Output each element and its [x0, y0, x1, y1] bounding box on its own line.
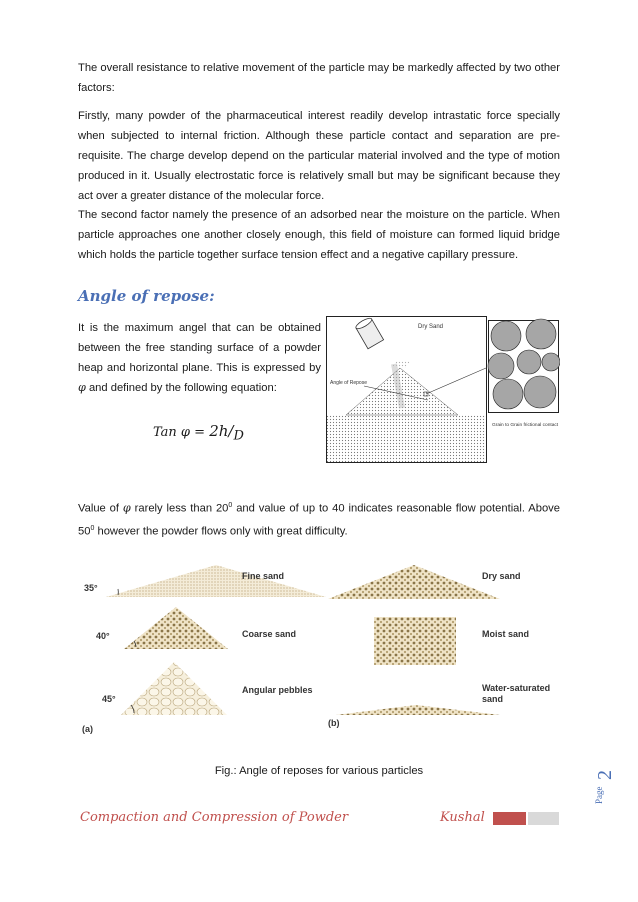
fine-sand-pile [106, 565, 326, 597]
panel-b-label: (b) [328, 718, 340, 728]
angular-pebbles-pile [121, 662, 227, 715]
particle-repose-figure [76, 557, 576, 737]
moist-sand-block [374, 617, 456, 665]
grain-contact-label: Grain to Grain frictional contact [492, 423, 559, 428]
repose-text-1: It is the maximum angel that can be obtained between the free standing surface of a powder heap and horizontal plane. This is expressed by [78, 322, 321, 374]
phi-symbol: φ [78, 381, 86, 394]
footer-title: Compaction and Compression of Powder [80, 810, 349, 825]
equation-numerator: 2h [209, 422, 229, 440]
angle-35-label: 35° [84, 583, 98, 593]
repose-value-paragraph [78, 496, 560, 541]
water-saturated-sand-pile [336, 705, 500, 715]
repose-equation [153, 422, 244, 444]
panel-a-label: (a) [82, 724, 93, 734]
ground-layer [327, 415, 486, 462]
equation-denominator: D [233, 428, 244, 444]
paragraph-intro: The overall resistance to relative movement of the particle may be markedly affected by two other factors: [78, 62, 560, 94]
coarse-sand-pile [124, 607, 228, 649]
value-text-3: and value of up to 40 indicates reasonable flow potential. Above 50 [78, 502, 560, 538]
footer-accent-bar [493, 812, 526, 825]
repose-definition [78, 318, 321, 398]
angle-40-label: 40° [96, 631, 110, 641]
angle-45-label: 45° [102, 694, 116, 704]
angular-pebbles-label: Angular pebbles [242, 685, 313, 695]
page-number-value: 2 [594, 770, 616, 780]
dry-sand-label: Dry sand [482, 571, 521, 581]
water-saturated-label-1: Water-saturated [482, 683, 551, 693]
water-saturated-label-2: sand [482, 694, 504, 704]
page-number [591, 758, 631, 808]
coarse-sand-label: Coarse sand [242, 629, 297, 639]
equation-lhs: Tan φ = [153, 425, 206, 440]
footer-gray-bar [528, 812, 559, 825]
value-text-2: rarely less than 20 [134, 502, 229, 515]
repose-text-2: and defined by the following equation: [88, 382, 277, 394]
footer-author: Kushal [440, 810, 485, 825]
value-sup-1: 0 [228, 502, 233, 509]
dry-sand-pile [328, 565, 500, 599]
angle-of-repose-label: Angle of Repose [330, 380, 367, 386]
dry-sand-label: Dry Sand [418, 324, 444, 330]
figure-caption: Fig.: Angle of reposes for various particles [214, 765, 424, 777]
paragraph-electrostatic: Firstly, many powder of the pharmaceutical interest readily develop intrastatic force specially when subjected to internal friction. Although these particle contact and separation are pre-requisite. The charge develop depend on the particular material involved and the type of motion produced in it. Usually electrostatic force is relatively small but may be significant because they act over a greater distance of the molecular force. [78, 110, 560, 202]
value-text-4: however the powder flows only with great difficulty. [97, 525, 348, 538]
value-phi-symbol: φ [122, 501, 131, 515]
moist-sand-label: Moist sand [482, 629, 530, 639]
page-label: Page [594, 786, 604, 804]
section-heading-angle-of-repose: Angle of repose: [78, 287, 215, 305]
value-text-1: Value of [78, 502, 120, 515]
angle-of-repose-diagram [326, 316, 560, 463]
paragraph-moisture: The second factor namely the presence of an adsorbed near the moisture on the particle. When particle approaches one another closely enough, this field of moisture can formed liquid bridge which holds the particle together surface tension effect and a negative capillary pressure. [78, 209, 560, 261]
value-sup-2: 0 [90, 524, 95, 532]
equation-slash: / [228, 422, 234, 440]
fine-sand-label: Fine sand [242, 571, 285, 581]
